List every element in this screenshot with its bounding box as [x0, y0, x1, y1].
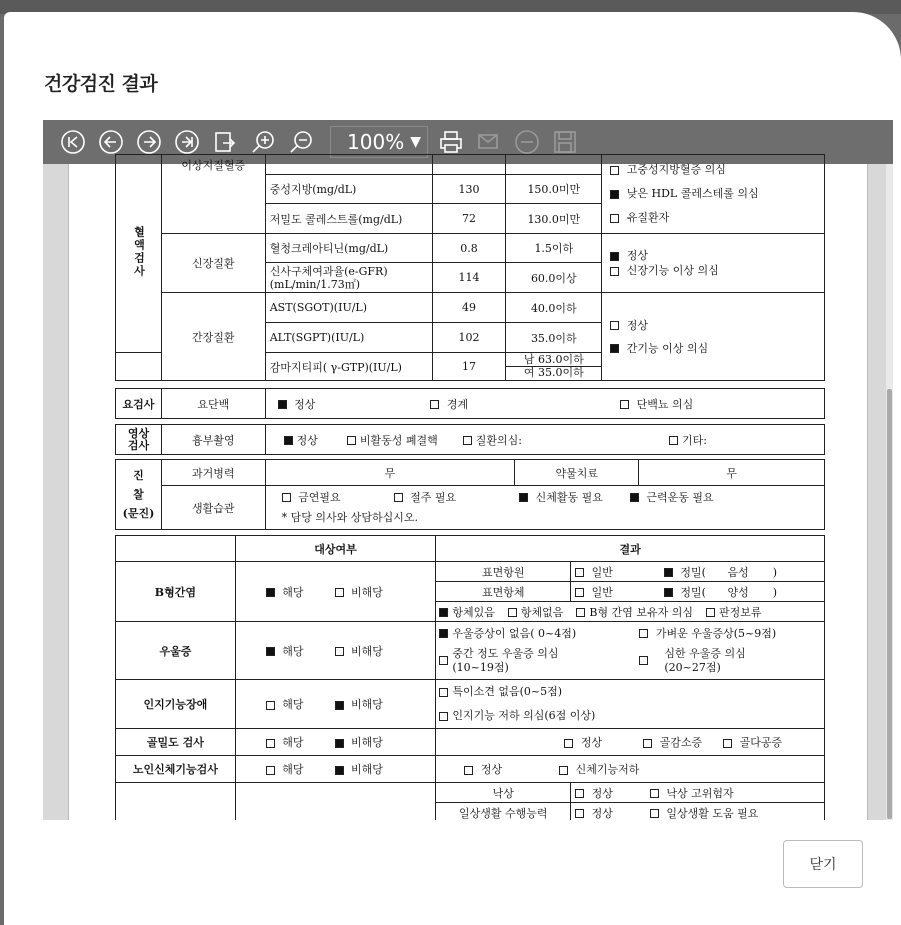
- row-name: 감마지티피( γ-GTP)(IU/L): [265, 353, 432, 381]
- checkbox-icon: [610, 214, 619, 223]
- dep-label: 우울증: [116, 622, 236, 680]
- zoom-out-icon[interactable]: [288, 129, 314, 155]
- blank: [116, 353, 162, 381]
- adl-cell: 정상 일상생활 도움 필요: [571, 803, 825, 821]
- viewer-scrollbar[interactable]: [886, 164, 893, 820]
- target-header: 대상여부: [235, 536, 436, 562]
- export-icon[interactable]: [212, 129, 238, 155]
- row-value: 17: [432, 353, 506, 381]
- checkbox-checked-icon: [664, 568, 673, 577]
- checkbox-icon: [576, 608, 585, 617]
- row-value: 72: [432, 204, 506, 234]
- checkbox-checked-icon: [266, 588, 275, 597]
- imaging-result-cell: 정상 비활동성 폐결핵 질환의심: 기타:: [265, 425, 824, 455]
- row-name: 저밀도 콜레스트롤(mg/dL): [265, 204, 432, 234]
- blank: [116, 783, 236, 821]
- checkbox-icon: [335, 647, 344, 656]
- fall-cell: 정상 낙상 고위험자: [571, 783, 825, 803]
- lipid-opt-1: 고중성지방혈증 의심: [610, 158, 820, 182]
- row-ref: 60.0이상: [506, 263, 602, 293]
- history-label: 과거병력: [161, 460, 265, 486]
- liver-opt-2: 간기능 이상 의심: [610, 337, 820, 360]
- checkbox-checked-icon: [630, 493, 639, 502]
- checkbox-checked-icon: [439, 608, 448, 617]
- drug-value: 무: [639, 460, 825, 486]
- urine-item-label: 요단백: [161, 389, 265, 419]
- checkbox-icon: [394, 493, 403, 502]
- last-page-icon[interactable]: [174, 129, 200, 155]
- checkbox-icon: [335, 588, 344, 597]
- habit-label: 생활습관: [161, 486, 265, 530]
- hep-antigen-label: 표면항원: [436, 562, 571, 582]
- row-value: 0.8: [432, 234, 506, 263]
- checkbox-checked-icon: [519, 493, 528, 502]
- checkbox-checked-icon: [439, 629, 448, 638]
- report-viewer: [43, 120, 893, 820]
- lipid-row-blank: [265, 155, 432, 175]
- exam-section-label: 진 찰 (문진): [116, 460, 162, 530]
- dep-target-cell: 해당 비해당: [235, 622, 436, 680]
- liver-opt-1: 정상: [610, 314, 820, 337]
- drug-label: 약물치료: [515, 460, 639, 486]
- bone-result-cell: 정상 골감소증 골다공증: [436, 729, 825, 756]
- checkbox-icon: [610, 166, 619, 175]
- cog-result-cell: 특이소견 없음(0~5점) 인지기능 저하 의심(6점 이상): [436, 680, 825, 729]
- checkbox-icon: [575, 809, 584, 818]
- blood-test-table: [115, 154, 825, 381]
- close-button[interactable]: 닫기: [783, 840, 863, 888]
- kidney-group-label: 신장질환: [161, 234, 265, 293]
- row-ref: 35.0이하: [506, 323, 602, 353]
- row-name: ALT(SGPT)(IU/L): [265, 323, 432, 353]
- blood-section-label: 혈액검사: [116, 155, 162, 353]
- result-header: 결과: [436, 536, 825, 562]
- email-icon[interactable]: [476, 129, 502, 155]
- fall-label: 낙상: [436, 783, 571, 803]
- checkbox-icon: [639, 656, 648, 665]
- row-ref: 150.0미만: [506, 175, 602, 204]
- checkbox-icon: [439, 688, 448, 697]
- cog-target-cell: 해당 비해당: [235, 680, 436, 729]
- row-value: 114: [432, 263, 506, 293]
- checkbox-icon: [282, 493, 291, 502]
- checkbox-icon: [610, 267, 619, 276]
- checkbox-icon: [464, 766, 473, 775]
- checkbox-icon: [463, 436, 472, 445]
- dep-result-cell: 우울증상이 없음( 0~4점) 가벼운 우울증상(5~9점) 중간 정도 우울증 의심 (10~19점) 심한 우울증 의심 (20~27점): [436, 622, 825, 680]
- history-value: 무: [265, 460, 515, 486]
- hep-antibody-cell: 일반 정밀( 양성 ): [571, 582, 825, 602]
- hep-antibody-label: 표면항체: [436, 582, 571, 602]
- imaging-test-table: [115, 424, 825, 455]
- row-name: 신사구체여과율(e-GFR) (mL/min/1.73㎡): [265, 263, 432, 293]
- chevron-down-icon: ▼: [410, 134, 421, 150]
- checkbox-icon: [575, 568, 584, 577]
- checkbox-icon: [266, 701, 275, 710]
- exam-table: [115, 459, 825, 530]
- checkbox-icon: [559, 766, 568, 775]
- first-page-icon[interactable]: [60, 129, 86, 155]
- checkbox-icon: [508, 608, 517, 617]
- urine-section-label: 요검사: [116, 389, 162, 419]
- urine-result-cell: 정상 경계 단백뇨 의심: [265, 389, 824, 419]
- kidney-result-cell: [602, 234, 825, 293]
- bone-target-cell: 해당 비해당: [235, 729, 436, 756]
- checkbox-checked-icon: [335, 766, 344, 775]
- kidney-opt-2: 신장기능 이상 의심: [610, 263, 820, 278]
- checkbox-icon: [439, 712, 448, 721]
- hep-antigen-cell: 일반 정밀( 음성 ): [571, 562, 825, 582]
- row-ref: 남 63.0이하 여 35.0이하: [506, 353, 602, 381]
- checkbox-icon: [639, 629, 648, 638]
- row-value: 130: [432, 175, 506, 204]
- zoom-value: 100%: [347, 130, 405, 154]
- row-name: 중성지방(mg/dL): [265, 175, 432, 204]
- row-name: AST(SGOT)(IU/L): [265, 293, 432, 323]
- screening-table: [115, 535, 825, 820]
- checkbox-checked-icon: [335, 701, 344, 710]
- checkbox-checked-icon: [284, 436, 293, 445]
- next-page-icon[interactable]: [136, 129, 162, 155]
- lipid-group-label: 이상지질혈증: [161, 155, 265, 234]
- report-page: [68, 159, 868, 820]
- imaging-item-label: 흉부촬영: [161, 425, 265, 455]
- remove-icon[interactable]: [514, 129, 540, 155]
- save-icon[interactable]: [552, 129, 578, 155]
- liver-result-cell: [602, 293, 825, 381]
- hep-target-cell: 해당 비해당: [235, 562, 436, 622]
- liver-group-label: 간장질환: [161, 293, 265, 381]
- checkbox-icon: [266, 766, 275, 775]
- urine-test-table: [115, 388, 825, 419]
- checkbox-icon: [347, 436, 356, 445]
- checkbox-checked-icon: [335, 739, 344, 748]
- cog-label: 인지기능장애: [116, 680, 236, 729]
- checkbox-icon: [723, 739, 732, 748]
- checkbox-icon: [610, 321, 619, 330]
- row-ref: 1.5이하: [506, 234, 602, 263]
- imaging-section-label: 영상 검사: [116, 425, 162, 455]
- bone-label: 골밀도 검사: [116, 729, 236, 756]
- kidney-opt-1: 정상: [610, 248, 820, 263]
- hep-label: B형간염: [116, 562, 236, 622]
- checkbox-icon: [643, 739, 652, 748]
- row-name: 혈청크레아티닌(mg/dL): [265, 234, 432, 263]
- row-ref: 40.0이하: [506, 293, 602, 323]
- checkbox-icon: [650, 809, 659, 818]
- elder-label: 노인신체기능검사: [116, 756, 236, 783]
- blank: [235, 783, 436, 821]
- checkbox-icon: [266, 739, 275, 748]
- lipid-result-cell: [602, 155, 825, 234]
- zoom-in-icon[interactable]: [250, 129, 276, 155]
- checkbox-icon: [439, 656, 448, 665]
- elder-result-cell: 정상 신체기능저하: [436, 756, 825, 783]
- checkbox-checked-icon: [610, 252, 619, 261]
- checkbox-icon: [575, 588, 584, 597]
- elder-target-cell: 해당 비해당: [235, 756, 436, 783]
- checkbox-icon: [650, 789, 659, 798]
- row-value: 49: [432, 293, 506, 323]
- lipid-opt-2: 낮은 HDL 콜레스테롤 의심: [610, 182, 820, 206]
- modal-title: 건강검진 결과: [44, 73, 158, 95]
- habit-note: * 담당 의사와 상담하십시오.: [281, 510, 418, 524]
- checkbox-checked-icon: [266, 647, 275, 656]
- row-value: 102: [432, 323, 506, 353]
- hep-result-cell: 항체있음 항체없음 B형 간염 보유자 의심 판정보류: [436, 602, 825, 622]
- scrollbar-thumb[interactable]: [887, 389, 892, 819]
- blank: [116, 536, 236, 562]
- checkbox-icon: [575, 789, 584, 798]
- checkbox-checked-icon: [610, 190, 619, 199]
- lipid-opt-3: 유질환자: [610, 206, 820, 230]
- checkbox-checked-icon: [278, 400, 287, 409]
- row-ref: 130.0미만: [506, 204, 602, 234]
- print-icon[interactable]: [438, 129, 464, 155]
- adl-label: 일상생활 수행능력: [436, 803, 571, 821]
- checkbox-checked-icon: [664, 588, 673, 597]
- checkbox-icon: [430, 400, 439, 409]
- habit-cell: 금연필요 절주 필요 신체활동 필요 근력운동 필요 * 담당 의사와 상담하십시오.: [265, 486, 824, 530]
- checkbox-icon: [564, 739, 573, 748]
- checkbox-icon: [669, 436, 678, 445]
- checkbox-icon: [620, 400, 629, 409]
- checkbox-icon: [706, 608, 715, 617]
- checkbox-checked-icon: [610, 344, 619, 353]
- prev-page-icon[interactable]: [98, 129, 124, 155]
